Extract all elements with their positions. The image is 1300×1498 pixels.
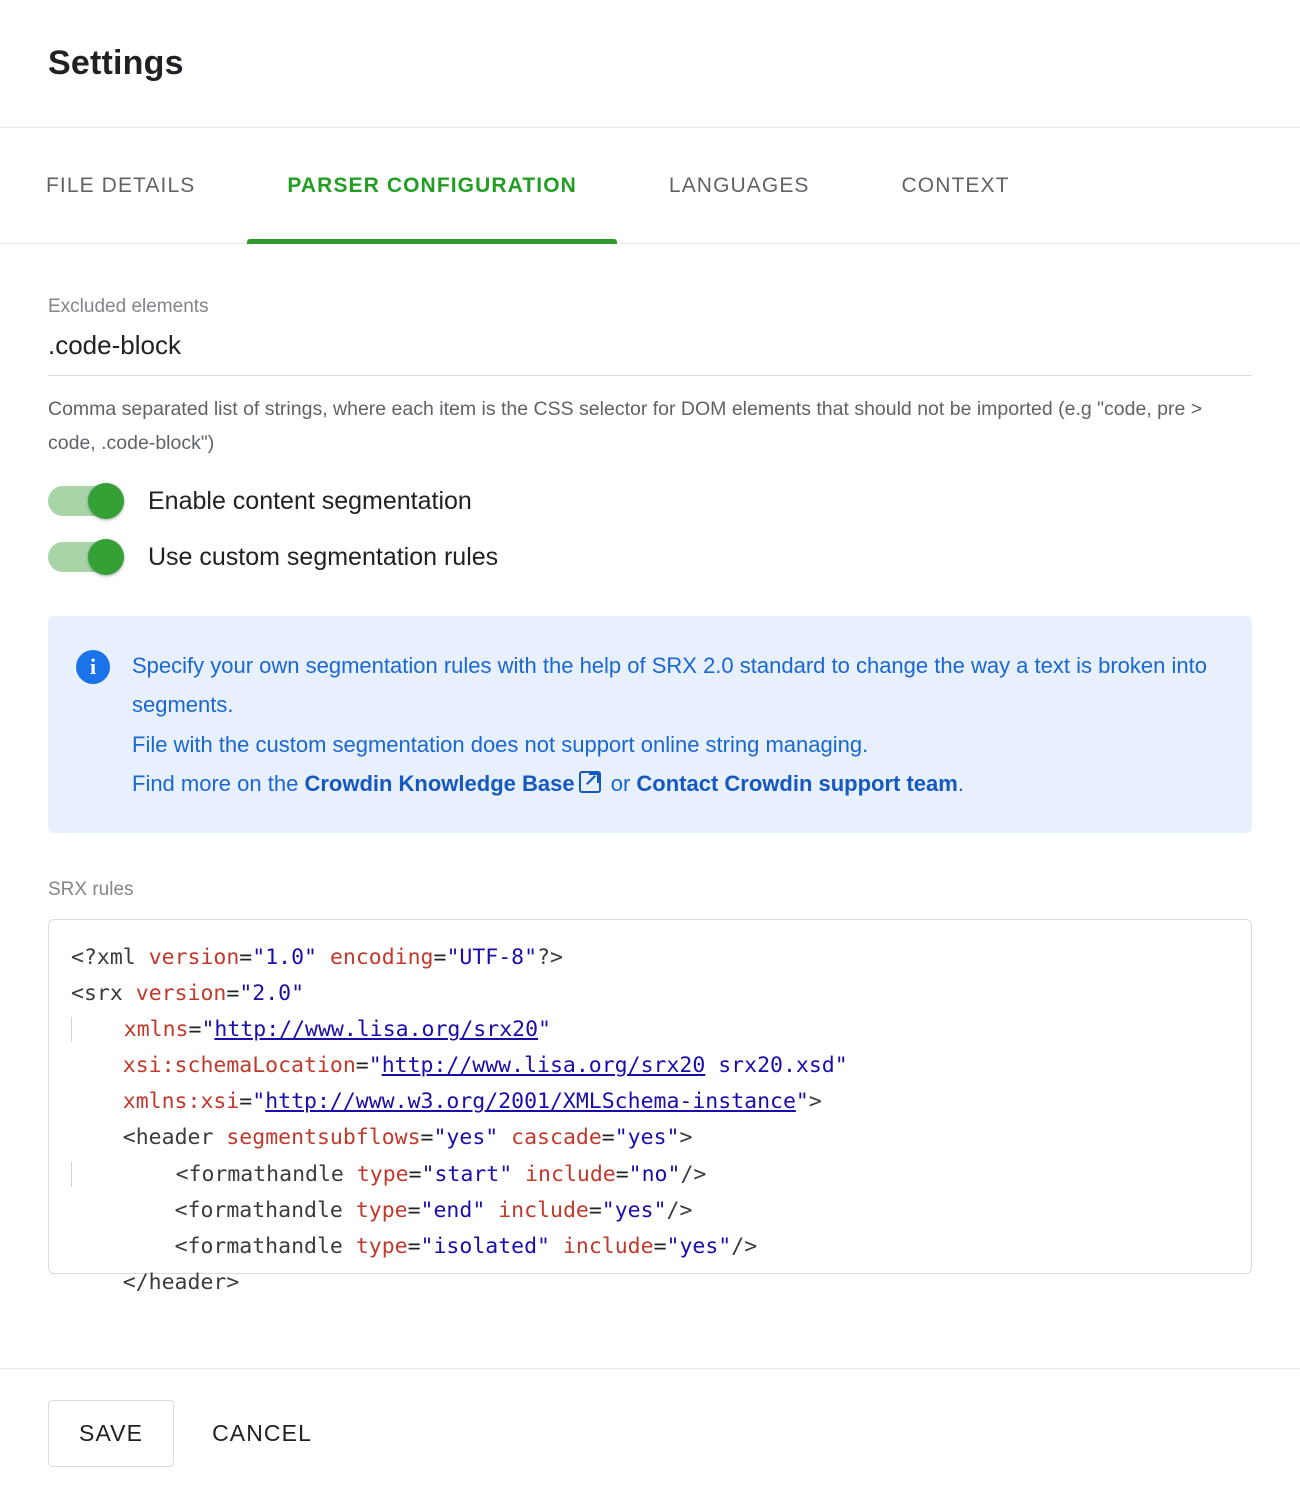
- external-link-icon[interactable]: [579, 771, 601, 793]
- save-button[interactable]: SAVE: [48, 1400, 174, 1467]
- info-banner: [48, 616, 1252, 833]
- support-team-link[interactable]: Contact Crowdin support team: [636, 770, 958, 796]
- tab-label: LANGUAGES: [668, 173, 810, 197]
- toggle-knob: [88, 483, 124, 519]
- toggle-row-enable-content-segmentation[interactable]: [48, 486, 1252, 516]
- tab-label: PARSER CONFIGURATION: [287, 173, 577, 197]
- info-line-3-middle: or: [604, 770, 637, 796]
- toggle-use-custom-segmentation-rules[interactable]: [48, 542, 124, 572]
- info-line-3-suffix: .: [957, 770, 964, 796]
- dialog-footer: [0, 1368, 1300, 1498]
- tab-file-details[interactable]: [0, 128, 241, 243]
- tab-label: CONTEXT: [901, 173, 1010, 197]
- cancel-button[interactable]: CANCEL: [186, 1401, 338, 1466]
- toggle-row-use-custom-segmentation-rules[interactable]: [48, 542, 1252, 572]
- info-line-2: File with the custom segmentation does not support online string managing.: [132, 731, 869, 757]
- dialog-header: [0, 0, 1300, 128]
- excluded-elements-input[interactable]: [48, 330, 1252, 361]
- srx-rules-editor[interactable]: [48, 919, 1252, 1295]
- tab-languages[interactable]: [623, 128, 856, 243]
- info-line-1: Specify your own segmentation rules with the help of SRX 2.0 standard to change the way a text is broken into segments.: [132, 653, 1207, 718]
- settings-content: [0, 296, 1300, 1295]
- info-banner-text: [132, 646, 1220, 803]
- knowledge-base-link[interactable]: Crowdin Knowledge Base: [304, 770, 575, 796]
- info-line-3-prefix: Find more on the: [132, 770, 305, 796]
- toggle-knob: [88, 539, 124, 575]
- excluded-elements-field[interactable]: [48, 330, 1252, 376]
- excluded-elements-help: Comma separated list of strings, where each item is the CSS selector for DOM elements that should not be imported (e.g "code, pre > code, .code-block"): [48, 398, 1203, 455]
- tab-parser-configuration[interactable]: [241, 128, 623, 243]
- toggle-label: Use custom segmentation rules: [148, 542, 499, 571]
- srx-rules-code[interactable]: <?xml version="1.0" encoding="UTF-8"?> <srx version="2.0" xmlns="http://www.lisa.org/srx20" xsi:schemaLocation="http://www.lisa.org/srx20 srx20.xsd" xmlns:xsi="http://www.w3.org/2001/XMLSchema-instance"> <header segmentsubflows="yes" cascade="yes"> <formathandle type="start" include="no"/> <formathandle type="end" include="yes"/> <formathandle type="isolated" include="yes"/> </header>: [71, 944, 848, 1295]
- tab-context[interactable]: [856, 128, 1056, 243]
- tab-bar: [0, 128, 1300, 244]
- excluded-elements-label: Excluded elements: [48, 296, 209, 317]
- toggle-enable-content-segmentation[interactable]: [48, 486, 124, 516]
- tab-label: FILE DETAILS: [46, 173, 196, 197]
- toggle-label: Enable content segmentation: [148, 486, 472, 515]
- info-icon: i: [76, 650, 110, 684]
- page-title: Settings: [48, 44, 184, 82]
- srx-rules-label: SRX rules: [48, 878, 134, 900]
